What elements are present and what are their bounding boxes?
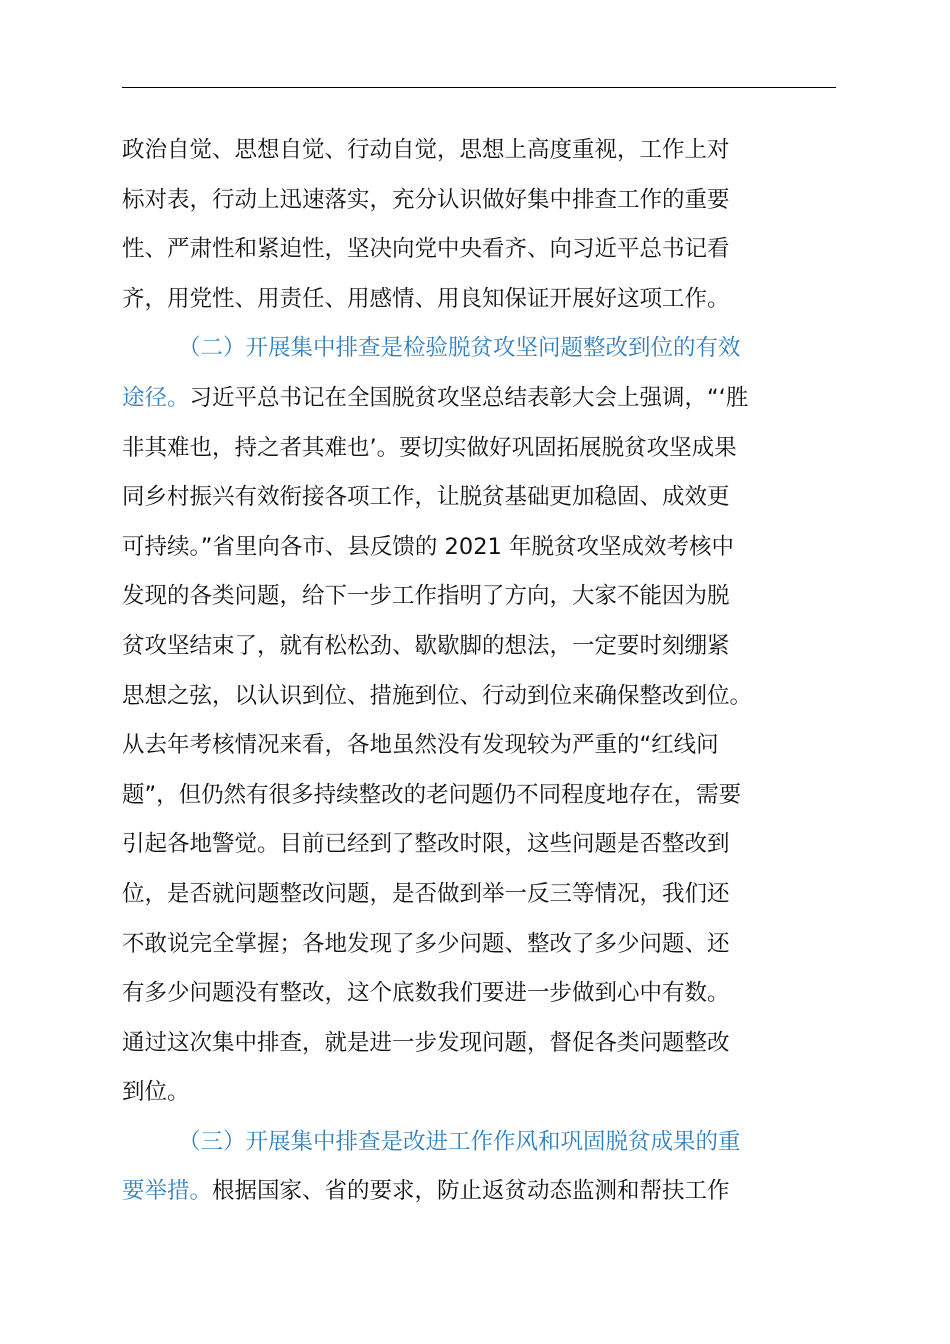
text-line: 引起各地警觉。目前已经到了整改时限，这些问题是否整改到	[122, 831, 730, 858]
text-line: 可持续。”省里向各市、县反馈的 2021 年脱贫攻坚成效考核中	[122, 533, 734, 560]
text-line: 通过这次集中排查，就是进一步发现问题，督促各类问题整改	[122, 1029, 730, 1056]
text-line: 思想之弦，以认识到位、措施到位、行动到位来确保整改到位。	[122, 682, 753, 709]
text-line: 政治自觉、思想自觉、行动自觉，思想上高度重视，工作上对	[122, 137, 730, 163]
text-line: 位，是否就问题整改问题，是否做到举一反三等情况，我们还	[122, 880, 730, 907]
text-line: 从去年考核情况来看，各地虽然没有发现较为严重的“红线问	[122, 732, 719, 759]
heading-text: （二）开展集中排查是检验脱贫攻坚问题整改到位的有效	[178, 335, 741, 362]
text-line: 要举措。根据国家、省的要求，防止返贫动态监测和帮扶工作	[122, 1178, 730, 1205]
text-line: 途径。习近平总书记在全国脱贫攻坚总结表彰大会上强调，“‘胜	[122, 384, 749, 411]
text-line: 性、严肃性和紧迫性，坚决向党中央看齐、向习近平总书记看	[122, 236, 730, 263]
body-text	[122, 126, 838, 1217]
text-line: 不敢说完全掌握；各地发现了多少问题、整改了多少问题、还	[122, 930, 730, 957]
text-line: 有多少问题没有整改，这个底数我们要进一步做到心中有数。	[122, 980, 730, 1007]
text-line: 齐，用党性、用责任、用感情、用良知保证开展好这项工作。	[122, 285, 730, 312]
section-heading-3	[122, 1118, 838, 1168]
text-line: 到位。	[122, 1079, 190, 1106]
text-line: 发现的各类问题，给下一步工作指明了方向，大家不能因为脱	[122, 583, 730, 610]
text-line: 同乡村振兴有效衔接各项工作，让脱贫基础更加稳固、成效更	[122, 484, 730, 511]
text-line: 题”，但仍然有很多持续整改的老问题仍不同程度地存在，需要	[122, 781, 742, 808]
text-line: 贫攻坚结束了，就有松松劲、歇歇脚的想法，一定要时刻绷紧	[122, 632, 730, 659]
text-line: 标对表，行动上迅速落实，充分认识做好集中排查工作的重要	[122, 186, 730, 213]
heading-text: 要举措。	[122, 1178, 213, 1205]
text-line: 非其难也，持之者其难也’。要切实做好巩固拓展脱贫攻坚成果	[122, 434, 737, 461]
heading-text: 途径。	[122, 384, 190, 411]
section-heading-2	[122, 324, 838, 374]
heading-text: （三）开展集中排查是改进工作作风和巩固脱贫成果的重	[178, 1128, 741, 1155]
header-rule	[122, 87, 836, 88]
